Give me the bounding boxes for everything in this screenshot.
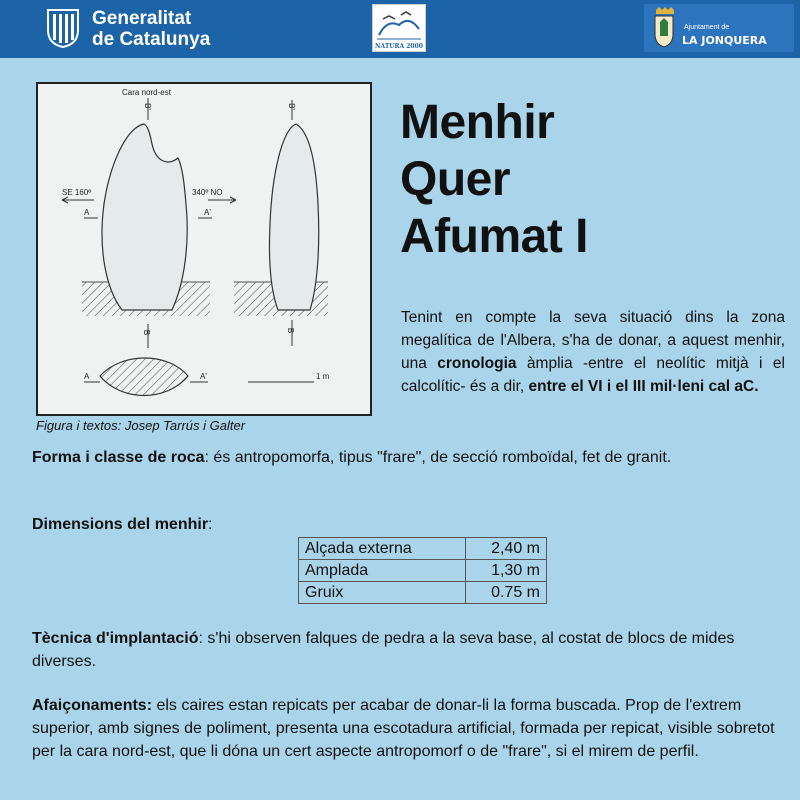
ajuntament-name: LA JONQUERA: [682, 34, 767, 47]
label-a2-front: A': [204, 208, 211, 217]
natura-text: NATURA 2000: [375, 43, 423, 50]
page-title: Menhir Quer Afumat I: [400, 96, 588, 263]
label-a-front: A: [84, 208, 90, 217]
label-no: 340º NO: [192, 188, 223, 197]
ajuntament-logo: [644, 4, 794, 52]
label-scale: 1 m: [316, 372, 330, 381]
menhir-side-view: [269, 124, 318, 310]
intro-text: Tenint en compte la seva situació dins la zona megalítica de l'Albera, s'ha de donar, a aquest menhir, una cronologia àmplia -entre el neolític mitjà i el calcolític- és a dir, entre el VI i el III mil·leni cal aC.: [401, 309, 785, 395]
label-a2-section: A': [200, 372, 207, 381]
table-row: Gruix 0.75 m: [299, 582, 547, 604]
generalitat-name: Generalitat de Catalunya: [92, 8, 211, 50]
label-b-side-bottom: B: [286, 327, 296, 334]
tecnica-paragraph: Tècnica d'implantació: s'hi observen falques de pedra a la seva base, al costat de blocs de mides diverses.: [32, 630, 735, 670]
crest-icon: [652, 6, 676, 48]
natura-2000-logo: [372, 4, 426, 52]
header-bar: [0, 0, 800, 58]
table-row: Alçada externa 2,40 m: [299, 538, 547, 560]
generalitat-logo-icon: [46, 8, 80, 48]
label-b-side-top: B': [286, 103, 296, 110]
natura-birds-icon: [373, 5, 425, 43]
label-b-bottom: B: [142, 329, 152, 336]
menhir-drawing: [36, 82, 372, 416]
figure-caption: Figura i textos: Josep Tarrús i Galter: [36, 418, 246, 433]
menhir-diagram-svg: [38, 84, 370, 414]
label-se: SE 160º: [62, 188, 92, 197]
menhir-front-view: [102, 124, 187, 310]
label-a-section: A: [84, 372, 90, 381]
afaiconaments-paragraph: Afaiçonaments: els caires estan repicats per acabar de donar-li la forma buscada. Prop de l'extrem superior, amb signes de poliment, presenta una escotadura artificial, formada per repicat, visible sobretot per la cara nord-est, que li dóna un cert aspecte antropomorf o de "frare", si el mirem de perfil.: [32, 697, 775, 760]
dimensions-heading: Dimensions del menhir:: [32, 516, 213, 533]
forma-paragraph: Forma i classe de roca: és antropomorfa, tipus "frare", de secció romboïdal, fet de granit.: [32, 449, 672, 466]
table-row: Amplada 1,30 m: [299, 560, 547, 582]
dimensions-table: [298, 537, 547, 604]
ajuntament-label: Ajuntament de: [684, 24, 730, 31]
label-face: Cara nord-est: [122, 88, 171, 97]
label-b-top: B': [142, 103, 152, 110]
menhir-section: [100, 358, 188, 396]
